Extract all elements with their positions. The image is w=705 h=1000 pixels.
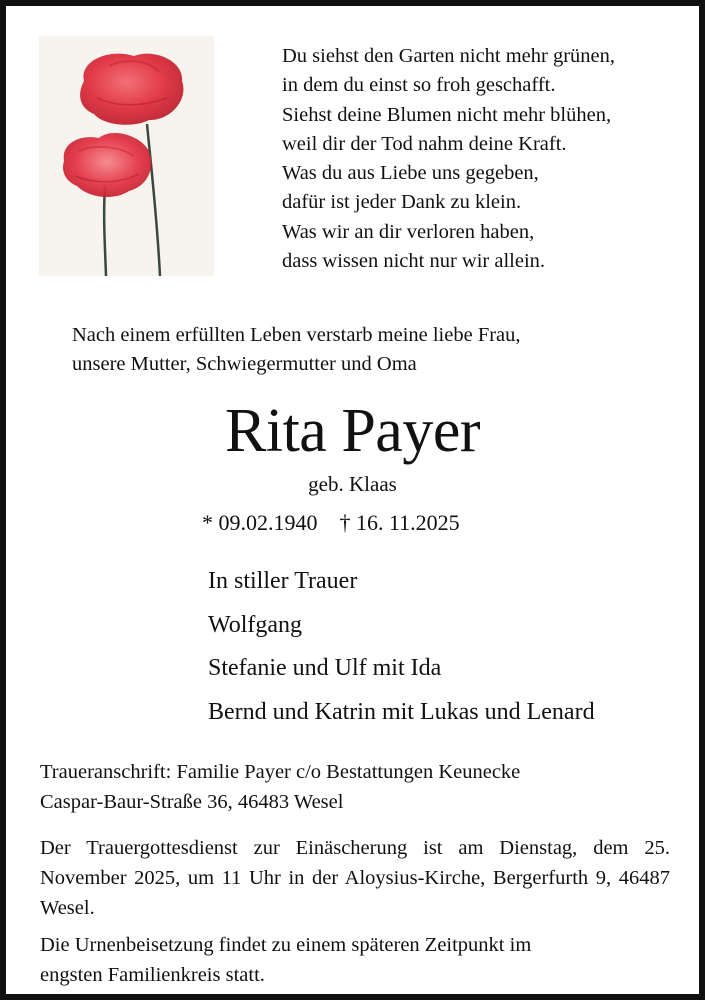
maiden-name: geb. Klaas	[308, 472, 397, 496]
mourner-name: Wolfgang	[208, 611, 303, 638]
burial-line: engsten Familienkreis statt.	[40, 963, 265, 986]
poem-line: Siehst deine Blumen nicht mehr blühen,	[282, 103, 612, 126]
intro-line: Nach einem erfüllten Leben verstarb meine liebe Frau,	[72, 324, 521, 346]
poem-line: dafür ist jeder Dank zu klein.	[282, 191, 522, 214]
poem-line: dass wissen nicht nur wir allein.	[282, 250, 546, 273]
intro-text	[72, 321, 672, 379]
mourners-block	[208, 566, 595, 740]
burial-info	[40, 931, 670, 990]
mourning-heading: In stiller Trauer	[208, 568, 358, 594]
poem-line: weil dir der Tod nahm deine Kraft.	[282, 132, 567, 155]
poppy-watercolor-image	[39, 36, 214, 276]
mourner-name: Bernd und Katrin mit Lukas und Lenard	[208, 698, 595, 725]
service-info: Der Trauergottesdienst zur Einäscherung ist am Dienstag, dem 25. November 2025, um 11 Uhr in der Aloysius-Kirche, Bergerfurth 9, 46487 Wesel.	[40, 837, 670, 919]
poem-line: Du siehst den Garten nicht mehr grünen,	[282, 45, 616, 67]
poem	[282, 42, 702, 276]
mourner-name: Stefanie und Ulf mit Ida	[208, 655, 442, 681]
poem-line: Was du aus Liebe uns gegeben,	[282, 162, 539, 185]
intro-line: unsere Mutter, Schwiegermutter und Oma	[72, 353, 417, 375]
poppy-illustration	[39, 36, 214, 276]
life-dates	[202, 508, 460, 538]
address-line: Caspar-Baur-Straße 36, 46483 Wesel	[40, 790, 344, 813]
deceased-name: Rita Payer	[225, 397, 480, 465]
death-date: † 16. 11.2025	[339, 510, 460, 535]
birth-date: * 09.02.1940	[202, 510, 318, 535]
address-line: Traueranschrift: Familie Payer c/o Bestattungen Keunecke	[40, 761, 521, 783]
poem-line: in dem du einst so froh geschafft.	[282, 74, 556, 97]
burial-line: Die Urnenbeisetzung findet zu einem späteren Zeitpunkt im	[40, 934, 532, 956]
mourning-address	[40, 758, 670, 817]
poem-line: Was wir an dir verloren haben,	[282, 220, 535, 243]
